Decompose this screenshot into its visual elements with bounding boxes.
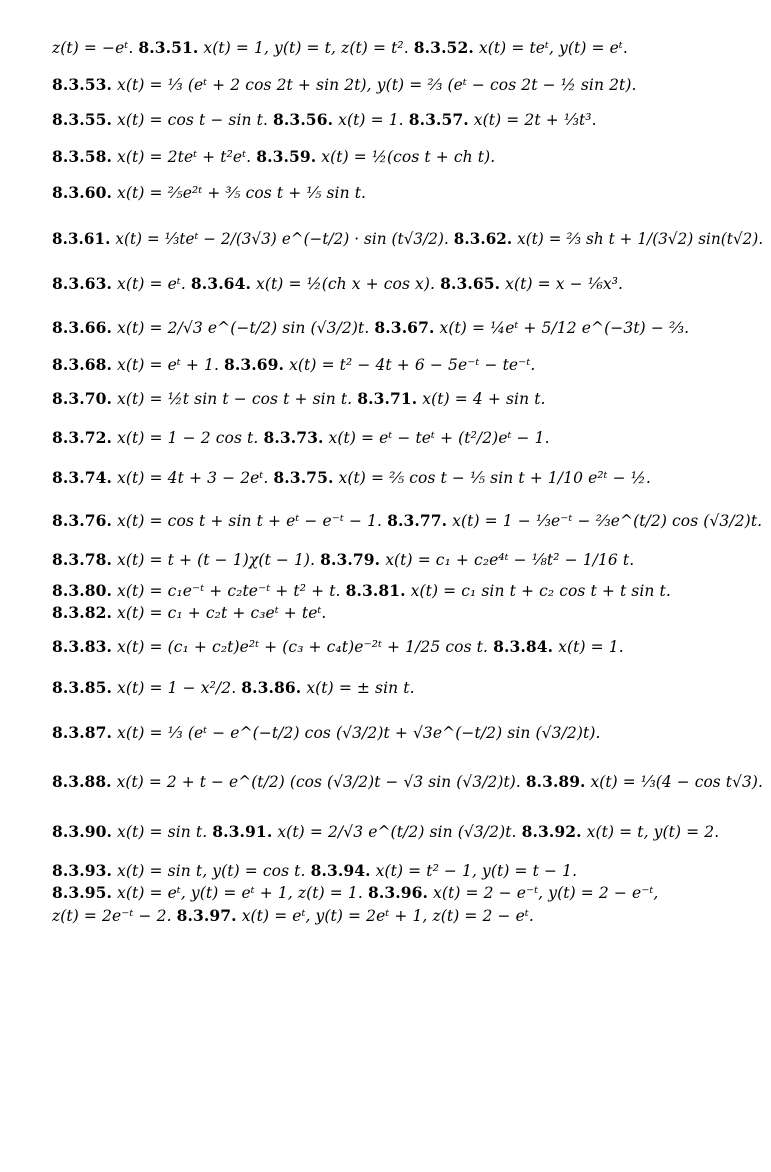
answer-line: 8.3.88. x(t) = 2 + t − e^(t/2) (cos (√3/2)t − √3 sin (√3/2)t). 8.3.89. x(t) = ⅓(4 − cos t√3). [52, 772, 763, 791]
answer-line: 8.3.87. x(t) = ⅓ (eᵗ − e^(−t/2) cos (√3/2)t + √3e^(−t/2) sin (√3/2)t). [52, 723, 601, 742]
answer-line: 8.3.70. x(t) = ½t sin t − cos t + sin t. 8.3.71. x(t) = 4 + sin t. [52, 389, 546, 408]
answer-line: 8.3.58. x(t) = 2teᵗ + t²eᵗ. 8.3.59. x(t) = ½(cos t + ch t). [52, 147, 496, 166]
answer-line: 8.3.76. x(t) = cos t + sin t + eᵗ − e⁻ᵗ − 1. 8.3.77. x(t) = 1 − ⅓e⁻ᵗ − ⅔e^(t/2) cos (√3/2)t. [52, 511, 763, 530]
answer-line: 8.3.61. x(t) = ⅓teᵗ − 2/(3√3) e^(−t/2) · sin (t√3/2). 8.3.62. x(t) = ⅔ sh t + 1/(3√2) sin(t√2). [52, 229, 764, 248]
answer-line: 8.3.95. x(t) = eᵗ, y(t) = eᵗ + 1, z(t) = 1. 8.3.96. x(t) = 2 − e⁻ᵗ, y(t) = 2 − e⁻ᵗ, [52, 883, 659, 902]
answer-line: z(t) = 2e⁻ᵗ − 2. 8.3.97. x(t) = eᵗ, y(t) = 2eᵗ + 1, z(t) = 2 − eᵗ. [52, 906, 534, 925]
answer-line: 8.3.55. x(t) = cos t − sin t. 8.3.56. x(t) = 1. 8.3.57. x(t) = 2t + ⅓t³. [52, 110, 597, 129]
answer-line: 8.3.78. x(t) = t + (t − 1)χ(t − 1). 8.3.79. x(t) = c₁ + c₂e⁴ᵗ − ⅛t² − 1/16 t. [52, 550, 635, 569]
answer-line: 8.3.68. x(t) = eᵗ + 1. 8.3.69. x(t) = t² − 4t + 6 − 5e⁻ᵗ − te⁻ᵗ. [52, 355, 536, 374]
answer-line: 8.3.74. x(t) = 4t + 3 − 2eᵗ. 8.3.75. x(t) = ⅖ cos t − ⅕ sin t + 1/10 e²ᵗ − ½. [52, 468, 651, 487]
answer-line: 8.3.66. x(t) = 2/√3 e^(−t/2) sin (√3/2)t. 8.3.67. x(t) = ¼eᵗ + 5/12 e^(−3t) − ⅔. [52, 318, 690, 337]
answer-line: 8.3.93. x(t) = sin t, y(t) = cos t. 8.3.94. x(t) = t² − 1, y(t) = t − 1. [52, 861, 578, 880]
answer-line: 8.3.63. x(t) = eᵗ. 8.3.64. x(t) = ½(ch x + cos x). 8.3.65. x(t) = x − ⅙x³. [52, 274, 624, 293]
answer-line: 8.3.53. x(t) = ⅓ (eᵗ + 2 cos 2t + sin 2t), y(t) = ⅔ (eᵗ − cos 2t − ½ sin 2t). [52, 75, 637, 94]
answer-line: 8.3.80. x(t) = c₁e⁻ᵗ + c₂te⁻ᵗ + t² + t. 8.3.81. x(t) = c₁ sin t + c₂ cos t + t sin t. [52, 581, 671, 600]
answer-line: 8.3.83. x(t) = (c₁ + c₂t)e²ᵗ + (c₃ + c₄t)e⁻²ᵗ + 1/25 cos t. 8.3.84. x(t) = 1. [52, 637, 624, 656]
answer-line: 8.3.60. x(t) = ⅖e²ᵗ + ⅗ cos t + ⅕ sin t. [52, 183, 367, 202]
answer-line: 8.3.82. x(t) = c₁ + c₂t + c₃eᵗ + teᵗ. [52, 603, 327, 622]
answer-line: 8.3.90. x(t) = sin t. 8.3.91. x(t) = 2/√3 e^(t/2) sin (√3/2)t. 8.3.92. x(t) = t, y(t) = 2. [52, 822, 720, 841]
answer-line: 8.3.72. x(t) = 1 − 2 cos t. 8.3.73. x(t) = eᵗ − teᵗ + (t²/2)eᵗ − 1. [52, 428, 550, 447]
answer-line: z(t) = −eᵗ. 8.3.51. x(t) = 1, y(t) = t, z(t) = t². 8.3.52. x(t) = teᵗ, y(t) = eᵗ. [52, 38, 628, 57]
answer-line: 8.3.85. x(t) = 1 − x²/2. 8.3.86. x(t) = ± sin t. [52, 678, 415, 697]
